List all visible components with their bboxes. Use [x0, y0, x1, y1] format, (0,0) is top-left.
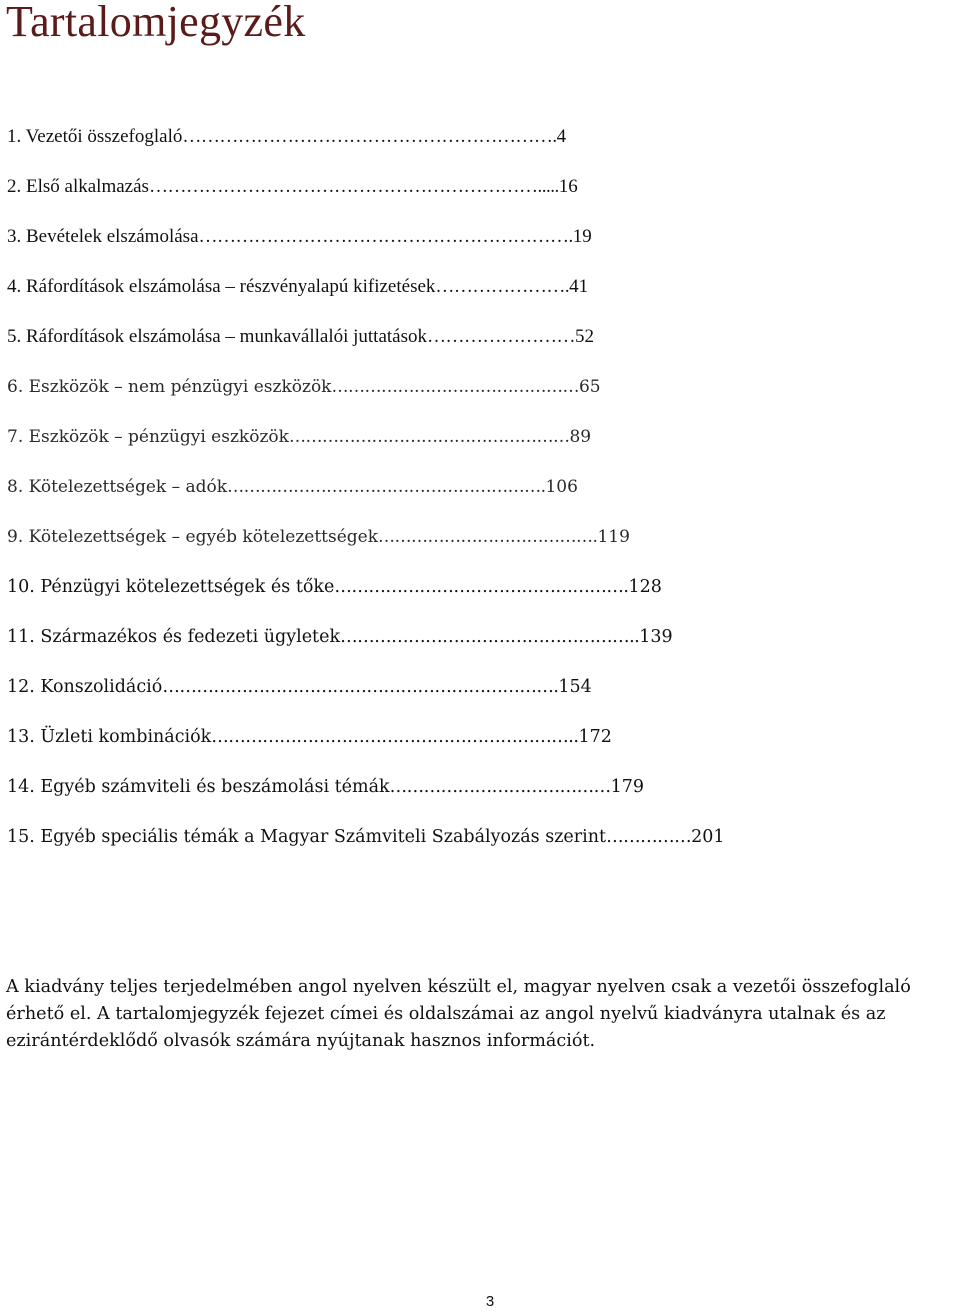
toc-entry-12[interactable] [7, 662, 724, 712]
toc-entry-13[interactable] [7, 712, 724, 762]
toc-entry-1[interactable] [7, 112, 724, 162]
toc-entry-page: 106 [545, 477, 578, 497]
toc-entry-leader: ……………………………………… [331, 377, 579, 397]
toc-entry-leader: ……………………………………………………….. [211, 727, 579, 747]
toc-entry-leader: ……………………………………………………………. [162, 677, 559, 697]
toc-entry-11[interactable] [7, 612, 724, 662]
toc-entry-page: 179 [610, 777, 645, 797]
toc-entry-title: 1. Vezetői összefoglaló [7, 126, 183, 147]
toc-entry-title: 2. Első alkalmazás [7, 176, 149, 197]
toc-entry-5[interactable] [7, 312, 724, 362]
toc-entry-9[interactable] [7, 512, 724, 562]
toc-entry-title: 13. Üzleti kombinációk [7, 727, 212, 747]
toc-entry-page: 201 [691, 827, 725, 847]
toc-entry-leader: …………………………………………… [288, 427, 570, 447]
toc-entry-leader: ……………………………………………. [334, 577, 629, 597]
toc-entry-title: 8. Kötelezettségek – adók [7, 477, 228, 497]
toc-entry-2[interactable] [7, 162, 724, 212]
toc-entry-page: 41 [569, 276, 589, 297]
toc-entry-title: 4. Ráfordítások elszámolása – részvényalapú kifizetések [7, 276, 436, 297]
toc-entry-leader: ………………………………………………………..... [148, 176, 559, 197]
toc-entry-title: 3. Bevételek elszámolása [7, 226, 199, 247]
toc-entry-leader: …………………………………. [378, 527, 598, 547]
toc-entry-14[interactable] [7, 762, 724, 812]
toc-entry-leader: …………………… [427, 326, 576, 347]
toc-entry-page: 52 [575, 326, 595, 347]
toc-entry-3[interactable] [7, 212, 724, 262]
toc-entry-page: 19 [572, 226, 592, 247]
toc-entry-leader: …………………. [435, 276, 570, 297]
language-note: A kiadvány teljes terjedelmében angol nyelven készült el, magyar nyelven csak a vezetői összefoglaló érhető el. A tartalomjegyzék fejezet címei és oldalszámai az angol nyelvű kiadványra utalnak és az ezirántérdeklődő olvasók számára nyújtanak hasznos információt. [6, 977, 911, 1051]
toc-entry-page: 89 [569, 427, 592, 447]
toc-entry-page: 154 [558, 677, 592, 697]
toc-entry-4[interactable] [7, 262, 724, 312]
toc-entry-leader: …………………………………………….. [340, 627, 640, 647]
toc-entry-7[interactable] [7, 412, 724, 462]
toc-entry-title: 14. Egyéb számviteli és beszámolási témák [7, 777, 390, 797]
toc-entry-title: 7. Eszközök – pénzügyi eszközök [7, 427, 289, 447]
toc-entry-title: 10. Pénzügyi kötelezettségek és tőke [7, 577, 335, 597]
toc-entry-title: 9. Kötelezettségek – egyéb kötelezettségek [7, 527, 379, 547]
toc-entry-page: 172 [578, 727, 612, 747]
toc-entry-leader: ……………………………………………………. [182, 126, 557, 147]
toc-entry-leader: ……………………………………………………. [198, 226, 573, 247]
toc-entry-page: 16 [558, 176, 578, 197]
toc-entry-page: 4 [556, 126, 567, 147]
toc-entry-15[interactable] [7, 812, 724, 862]
toc-entry-leader: ………………………………… [389, 777, 611, 797]
toc-entry-10[interactable] [7, 562, 724, 612]
toc-entry-leader: …………… [606, 827, 692, 847]
page-number: 3 [485, 1293, 495, 1310]
toc-entry-title: 15. Egyéb speciális témák a Magyar Számviteli Szabályozás szerint [7, 827, 607, 847]
toc-entry-8[interactable] [7, 462, 724, 512]
toc-entry-page: 128 [628, 577, 662, 597]
toc-entry-title: 6. Eszközök – nem pénzügyi eszközök [7, 377, 332, 397]
toc-entry-leader: …………………………………………………. [227, 477, 546, 497]
toc-entry-title: 11. Származékos és fedezeti ügyletek [7, 627, 341, 647]
toc-entry-page: 65 [578, 377, 601, 397]
toc-entry-title: 12. Konszolidáció [7, 677, 163, 697]
toc-entry-title: 5. Ráfordítások elszámolása – munkavállalói juttatások [7, 326, 428, 347]
page-title: Tartalomjegyzék [6, 0, 306, 46]
toc-entry-page: 119 [597, 527, 630, 547]
toc-entry-page: 139 [639, 627, 673, 647]
toc-entry-6[interactable] [7, 362, 724, 412]
table-of-contents [7, 112, 724, 862]
